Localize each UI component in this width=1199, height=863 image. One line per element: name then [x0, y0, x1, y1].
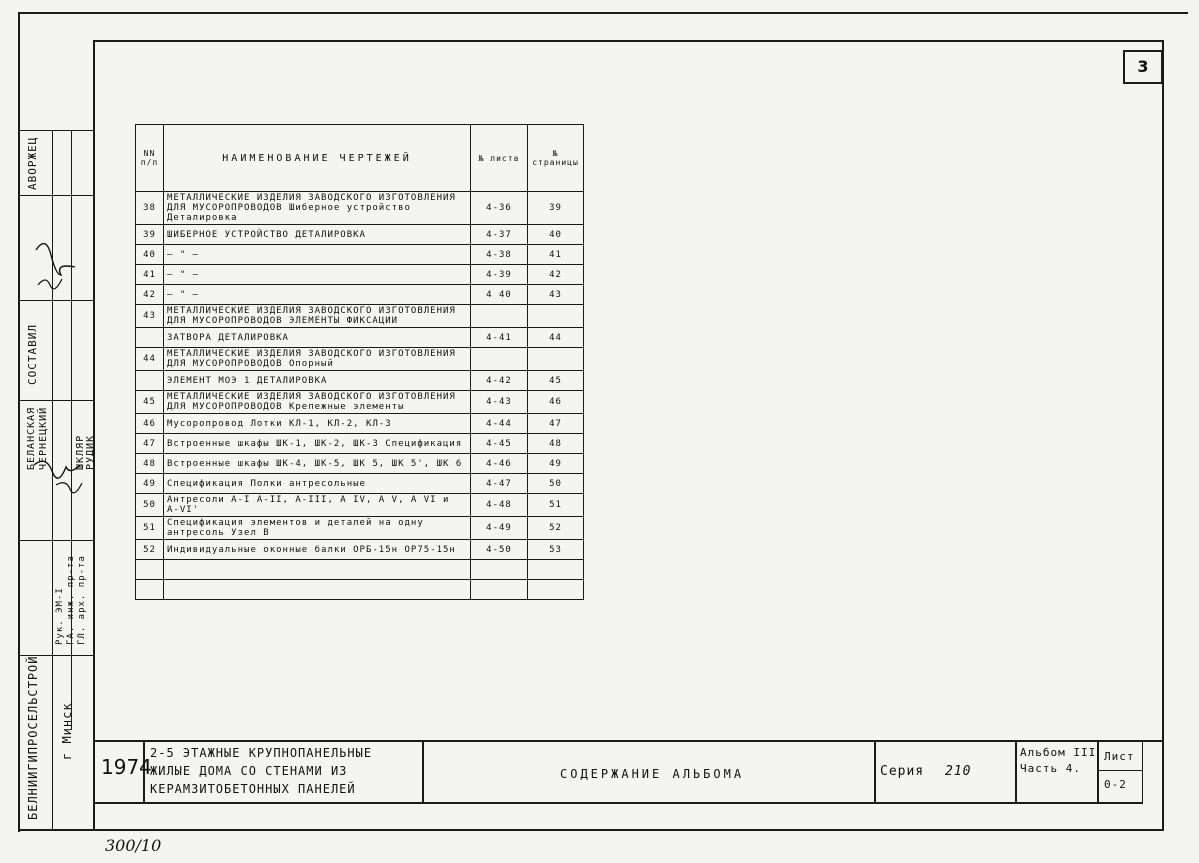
right-border — [1162, 40, 1164, 830]
contents-table — [135, 124, 584, 600]
stamp-project-title: 2-5 ЭТАЖНЫЕ КРУПНОПАНЕЛЬНЫЕ ЖИЛЫЕ ДОМА СО СТЕНАМИ ИЗ КЕРАМЗИТОБЕТОННЫХ ПАНЕЛЕЙ — [150, 746, 373, 796]
cell-page: 47 — [528, 414, 584, 434]
table-row — [136, 328, 584, 348]
title-block-div-album — [1015, 740, 1017, 802]
cell-page: 48 — [528, 434, 584, 454]
cell-sheet: 4-47 — [471, 474, 528, 494]
cell-name: Спецификация Полки антресольные — [164, 474, 471, 494]
cell-page — [528, 305, 584, 328]
side-stamp-sep-1 — [18, 195, 94, 196]
table-row — [136, 454, 584, 474]
table-row — [136, 348, 584, 371]
table-header-row — [136, 125, 584, 192]
cell-num: 47 — [136, 434, 164, 454]
title-block-div-sheet — [1097, 740, 1099, 802]
table-row — [136, 391, 584, 414]
stamp-sheet-value: 0-2 — [1104, 778, 1127, 791]
cell-sheet: 4-41 — [471, 328, 528, 348]
cell-page: 40 — [528, 225, 584, 245]
title-block-sheet-right — [1142, 740, 1143, 802]
title-block-bottom — [93, 802, 1143, 804]
side-compiled-label: СОСТАВИЛ — [26, 324, 39, 385]
cell-page — [528, 560, 584, 580]
side-checked-label: АВОРЖЕЦ — [26, 136, 39, 190]
title-block-div-project — [422, 740, 424, 802]
cell-sheet: 4-50 — [471, 540, 528, 560]
cell-page: 44 — [528, 328, 584, 348]
table-row — [136, 305, 584, 328]
stamp-part: Часть 4. — [1020, 762, 1081, 775]
cell-num: 45 — [136, 391, 164, 414]
stamp-year: 1974 — [101, 755, 152, 779]
cell-num: 42 — [136, 285, 164, 305]
cell-num: 38 — [136, 192, 164, 225]
table-row — [136, 192, 584, 225]
cell-name: Встроенные шкафы ШК-4, ШК-5, ШК 5, ШК 5', ШК 6 — [164, 454, 471, 474]
cell-page: 39 — [528, 192, 584, 225]
stamp-series-value: 210 — [945, 764, 972, 779]
cell-sheet: 4-37 — [471, 225, 528, 245]
table-row — [136, 517, 584, 540]
cell-sheet: 4-38 — [471, 245, 528, 265]
cell-name: — " — — [164, 265, 471, 285]
cell-sheet: 4-45 — [471, 434, 528, 454]
table-row — [136, 245, 584, 265]
bottom-border — [18, 829, 1164, 831]
stamp-album: Альбом III — [1020, 746, 1097, 759]
cell-name: Спецификация элементов и деталей на одну антресоль Узел В — [164, 517, 471, 540]
cell-sheet — [471, 305, 528, 328]
cell-sheet: 4-44 — [471, 414, 528, 434]
cell-name: — " — — [164, 285, 471, 305]
side-stamp-sep-4 — [18, 540, 94, 541]
side-organization: БЕЛНИИГИПРОСЕЛЬСТРОЙ — [26, 655, 40, 820]
cell-name: Мусоропровод Лотки КЛ-1, КЛ-2, КЛ-3 — [164, 414, 471, 434]
cell-name: Антресоли А-I А-II, А-III, А IV, А V, А VI и А-VI' — [164, 494, 471, 517]
cell-page: 41 — [528, 245, 584, 265]
cell-sheet: 4-39 — [471, 265, 528, 285]
inner-top-border — [93, 40, 1163, 42]
cell-page: 52 — [528, 517, 584, 540]
table-row — [136, 580, 584, 600]
cell-num — [136, 580, 164, 600]
cell-sheet: 4 40 — [471, 285, 528, 305]
cell-page — [528, 580, 584, 600]
cell-num: 40 — [136, 245, 164, 265]
side-role-3: ГЛ. арх. пр-та — [77, 555, 87, 645]
table-row — [136, 494, 584, 517]
cell-page: 46 — [528, 391, 584, 414]
cell-name: МЕТАЛЛИЧЕСКИЕ ИЗДЕЛИЯ ЗАВОДСКОГО ИЗГОТОВЛЕНИЯ ДЛЯ МУСОРОПРОВОДОВ Шиберное устройство Деталировка — [164, 192, 471, 225]
side-stamp-top — [18, 130, 94, 131]
cell-page: 45 — [528, 371, 584, 391]
stamp-series-label: Серия — [880, 764, 925, 779]
cell-sheet — [471, 580, 528, 600]
header-num: NN п/п — [136, 125, 164, 192]
table-row — [136, 265, 584, 285]
cell-sheet — [471, 560, 528, 580]
title-block-div-series — [874, 740, 876, 802]
cell-sheet: 4-49 — [471, 517, 528, 540]
side-name-4: РУДИК — [85, 434, 96, 470]
cell-name: — " — — [164, 245, 471, 265]
cell-num — [136, 371, 164, 391]
side-name-3: ШКЛЯР — [75, 434, 86, 470]
table-row — [136, 474, 584, 494]
cell-sheet: 4-46 — [471, 454, 528, 474]
cell-sheet: 4-48 — [471, 494, 528, 517]
title-block-top — [93, 740, 1163, 742]
signature-marks — [28, 230, 88, 530]
cell-num — [136, 560, 164, 580]
cell-sheet — [471, 348, 528, 371]
cell-sheet: 4-42 — [471, 371, 528, 391]
cell-name: ЭЛЕМЕНТ МОЭ 1 ДЕТАЛИРОВКА — [164, 371, 471, 391]
cell-name: ЗАТВОРА ДЕТАЛИРОВКА — [164, 328, 471, 348]
sheet-number: 3 — [1123, 50, 1163, 84]
cell-num: 41 — [136, 265, 164, 285]
cell-name: Индивидуальные оконные балки ОРБ-15н ОР75-15н — [164, 540, 471, 560]
cell-num: 39 — [136, 225, 164, 245]
table-body — [136, 192, 584, 600]
header-page: № страницы — [528, 125, 584, 192]
cell-name: МЕТАЛЛИЧЕСКИЕ ИЗДЕЛИЯ ЗАВОДСКОГО ИЗГОТОВЛЕНИЯ ДЛЯ МУСОРОПРОВОДОВ ЭЛЕМЕНТЫ ФИКСАЦИИ — [164, 305, 471, 328]
top-border — [18, 12, 1188, 14]
cell-num: 44 — [136, 348, 164, 371]
cell-name: МЕТАЛЛИЧЕСКИЕ ИЗДЕЛИЯ ЗАВОДСКОГО ИЗГОТОВЛЕНИЯ ДЛЯ МУСОРОПРОВОДОВ Опорный — [164, 348, 471, 371]
header-sheet: № листа — [471, 125, 528, 192]
side-name-2: ЧЕРНЕЦКИЙ — [38, 406, 49, 470]
cell-page: 50 — [528, 474, 584, 494]
table-row — [136, 371, 584, 391]
cell-num: 48 — [136, 454, 164, 474]
cell-num: 49 — [136, 474, 164, 494]
cell-page: 51 — [528, 494, 584, 517]
table-row — [136, 434, 584, 454]
archive-number: 300/10 — [105, 836, 162, 855]
cell-page: 43 — [528, 285, 584, 305]
cell-name — [164, 580, 471, 600]
cell-page: 53 — [528, 540, 584, 560]
cell-num: 51 — [136, 517, 164, 540]
cell-num — [136, 328, 164, 348]
cell-page: 42 — [528, 265, 584, 285]
cell-page — [528, 348, 584, 371]
cell-num: 52 — [136, 540, 164, 560]
side-name-1: БЕЛАНСКАЯ — [26, 406, 37, 470]
left-border — [18, 12, 20, 832]
cell-name — [164, 560, 471, 580]
title-block-sheet-mid — [1097, 770, 1143, 771]
stamp-sheet-label: Лист — [1104, 750, 1135, 763]
cell-num: 43 — [136, 305, 164, 328]
cell-num: 46 — [136, 414, 164, 434]
table-row — [136, 225, 584, 245]
cell-name: ШИБЕРНОЕ УСТРОЙСТВО ДЕТАЛИРОВКА — [164, 225, 471, 245]
cell-sheet: 4-43 — [471, 391, 528, 414]
table-row — [136, 414, 584, 434]
cell-name: МЕТАЛЛИЧЕСКИЕ ИЗДЕЛИЯ ЗАВОДСКОГО ИЗГОТОВЛЕНИЯ ДЛЯ МУСОРОПРОВОДОВ Крепежные элементы — [164, 391, 471, 414]
cell-page: 49 — [528, 454, 584, 474]
header-name: НАИМЕНОВАНИЕ ЧЕРТЕЖЕЙ — [164, 125, 471, 192]
cell-name: Встроенные шкафы ШК-1, ШК-2, ШК-3 Спецификация — [164, 434, 471, 454]
stamp-drawing-title: СОДЕРЖАНИЕ АЛЬБОМА — [560, 767, 745, 781]
table-row — [136, 560, 584, 580]
side-role-2: ГА. инж. пр-та — [66, 555, 76, 645]
table-row — [136, 540, 584, 560]
side-city: г Минск — [60, 702, 74, 760]
table-row — [136, 285, 584, 305]
cell-sheet: 4-36 — [471, 192, 528, 225]
cell-num: 50 — [136, 494, 164, 517]
side-role-1: Рук. ЭМ-I — [55, 587, 65, 645]
